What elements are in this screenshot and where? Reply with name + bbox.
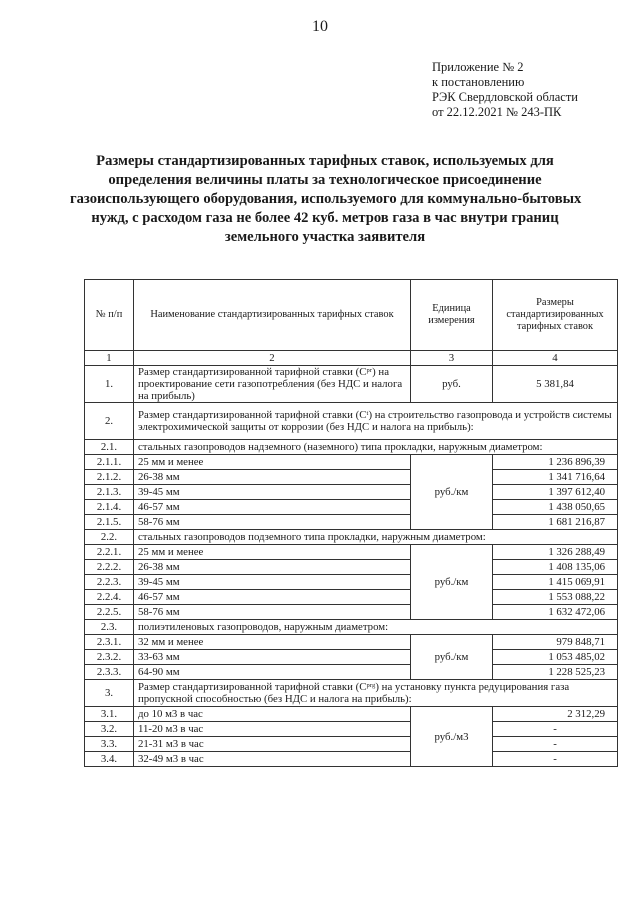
row-number: 2.2.4. <box>85 590 134 605</box>
row-value: 1 553 088,22 <box>493 590 618 605</box>
row-unit: руб./км <box>411 455 493 530</box>
section-row <box>85 530 618 545</box>
row-value: 1 408 135,06 <box>493 560 618 575</box>
row-name: 32 мм и менее <box>134 635 411 650</box>
appendix-line: от 22.12.2021 № 243-ПК <box>432 105 562 119</box>
column-index: 4 <box>493 351 618 366</box>
page-number: 10 <box>312 18 328 35</box>
row-number: 2.2.1. <box>85 545 134 560</box>
header-unit: Единица измерения <box>411 280 493 351</box>
row-number: 2.3. <box>85 620 134 635</box>
row-number: 2.1.4. <box>85 500 134 515</box>
table-row <box>85 707 618 722</box>
row-number: 2.1. <box>85 440 134 455</box>
row-value: - <box>493 737 618 752</box>
appendix-line: к постановлению <box>432 75 525 89</box>
row-name: 11-20 м3 в час <box>134 722 411 737</box>
table-row <box>85 590 618 605</box>
row-name: 26-38 мм <box>134 470 411 485</box>
appendix-line: Приложение № 2 <box>432 60 524 74</box>
row-name: Размер стандартизированной тарифной ставки (Cᵖʳᵍ) на установку пункта редуцирования газа пропускной способностью (без НДС и налога на прибыль): <box>134 680 618 707</box>
row-number: 3.2. <box>85 722 134 737</box>
row-name: 26-38 мм <box>134 560 411 575</box>
row-name: 33-63 мм <box>134 650 411 665</box>
title-line: газоиспользующего оборудования, используемого для коммунально-бытовых <box>70 191 582 207</box>
title-line: нужд, с расходом газа не более 42 куб. метров газа в час внутри границ <box>91 210 559 226</box>
header-size: Размеры стандартизированных тарифных ставок <box>493 280 618 351</box>
table-row <box>85 737 618 752</box>
table-row <box>85 575 618 590</box>
row-number: 2.3.2. <box>85 650 134 665</box>
title-line: определения величины платы за технологическое присоединение <box>108 172 542 188</box>
table-row <box>85 635 618 650</box>
row-value: 979 848,71 <box>493 635 618 650</box>
table-row <box>85 455 618 470</box>
row-value: - <box>493 752 618 767</box>
row-name: стальных газопроводов надземного (наземного) типа прокладки, наружным диаметром: <box>134 440 618 455</box>
row-name: 39-45 мм <box>134 485 411 500</box>
table-row <box>85 366 618 403</box>
appendix-block <box>432 60 578 120</box>
table-row <box>85 403 618 440</box>
row-value: 5 381,84 <box>493 366 618 403</box>
document-title <box>70 152 580 247</box>
table-row <box>85 605 618 620</box>
row-number: 2. <box>85 403 134 440</box>
row-unit: руб./км <box>411 635 493 680</box>
row-name: до 10 м3 в час <box>134 707 411 722</box>
row-value: 2 312,29 <box>493 707 618 722</box>
row-number: 2.3.1. <box>85 635 134 650</box>
row-number: 3.4. <box>85 752 134 767</box>
row-name: 25 мм и менее <box>134 545 411 560</box>
column-index: 1 <box>85 351 134 366</box>
title-line: Размеры стандартизированных тарифных ставок, используемых для <box>96 153 554 169</box>
row-name: 58-76 мм <box>134 605 411 620</box>
row-value: 1 053 485,02 <box>493 650 618 665</box>
column-index-row <box>85 351 618 366</box>
title-line: земельного участка заявителя <box>224 229 426 245</box>
row-number: 3. <box>85 680 134 707</box>
row-number: 2.3.3. <box>85 665 134 680</box>
row-name: 46-57 мм <box>134 590 411 605</box>
row-number: 2.2. <box>85 530 134 545</box>
row-unit: руб. <box>411 366 493 403</box>
table-row <box>85 470 618 485</box>
row-number: 2.1.3. <box>85 485 134 500</box>
row-value: 1 341 716,64 <box>493 470 618 485</box>
row-number: 2.2.3. <box>85 575 134 590</box>
row-value: 1 438 050,65 <box>493 500 618 515</box>
table-row <box>85 515 618 530</box>
row-value: 1 415 069,91 <box>493 575 618 590</box>
header-name: Наименование стандартизированных тарифных ставок <box>134 280 411 351</box>
row-name: 25 мм и менее <box>134 455 411 470</box>
row-value: 1 397 612,40 <box>493 485 618 500</box>
row-name: полиэтиленовых газопроводов, наружным диаметром: <box>134 620 618 635</box>
row-name: 32-49 м3 в час <box>134 752 411 767</box>
table-row <box>85 545 618 560</box>
table-row <box>85 722 618 737</box>
row-value: 1 681 216,87 <box>493 515 618 530</box>
row-number: 2.1.5. <box>85 515 134 530</box>
row-name: Размер стандартизированной тарифной ставки (Cᵖʳ) на проектирование сети газопотребления (без НДС и налога на прибыль) <box>134 366 411 403</box>
table-row <box>85 650 618 665</box>
row-number: 3.3. <box>85 737 134 752</box>
row-number: 2.2.5. <box>85 605 134 620</box>
column-index: 3 <box>411 351 493 366</box>
row-number: 2.1.1. <box>85 455 134 470</box>
appendix-line: РЭК Свердловской области <box>432 90 578 104</box>
row-value: 1 236 896,39 <box>493 455 618 470</box>
row-name: 21-31 м3 в час <box>134 737 411 752</box>
table-row <box>85 680 618 707</box>
row-name: 39-45 мм <box>134 575 411 590</box>
row-unit: руб./км <box>411 545 493 620</box>
row-name: Размер стандартизированной тарифной ставки (Cᵗ) на строительство газопровода и устройств системы электрохимической защиты от коррозии (без НДС и налога на прибыль): <box>134 403 618 440</box>
row-number: 3.1. <box>85 707 134 722</box>
table-row <box>85 752 618 767</box>
tariff-table <box>84 279 618 767</box>
row-name: 64-90 мм <box>134 665 411 680</box>
row-unit: руб./м3 <box>411 707 493 767</box>
table-row <box>85 485 618 500</box>
row-number: 2.2.2. <box>85 560 134 575</box>
header-num: № п/п <box>85 280 134 351</box>
row-number: 1. <box>85 366 134 403</box>
row-value: 1 632 472,06 <box>493 605 618 620</box>
table-row <box>85 560 618 575</box>
section-row <box>85 440 618 455</box>
row-name: стальных газопроводов подземного типа прокладки, наружным диаметром: <box>134 530 618 545</box>
row-value: 1 326 288,49 <box>493 545 618 560</box>
section-row <box>85 620 618 635</box>
row-value: - <box>493 722 618 737</box>
row-number: 2.1.2. <box>85 470 134 485</box>
table-header-row <box>85 280 618 351</box>
table-row <box>85 665 618 680</box>
row-name: 46-57 мм <box>134 500 411 515</box>
row-name: 58-76 мм <box>134 515 411 530</box>
row-value: 1 228 525,23 <box>493 665 618 680</box>
table-row <box>85 500 618 515</box>
column-index: 2 <box>134 351 411 366</box>
